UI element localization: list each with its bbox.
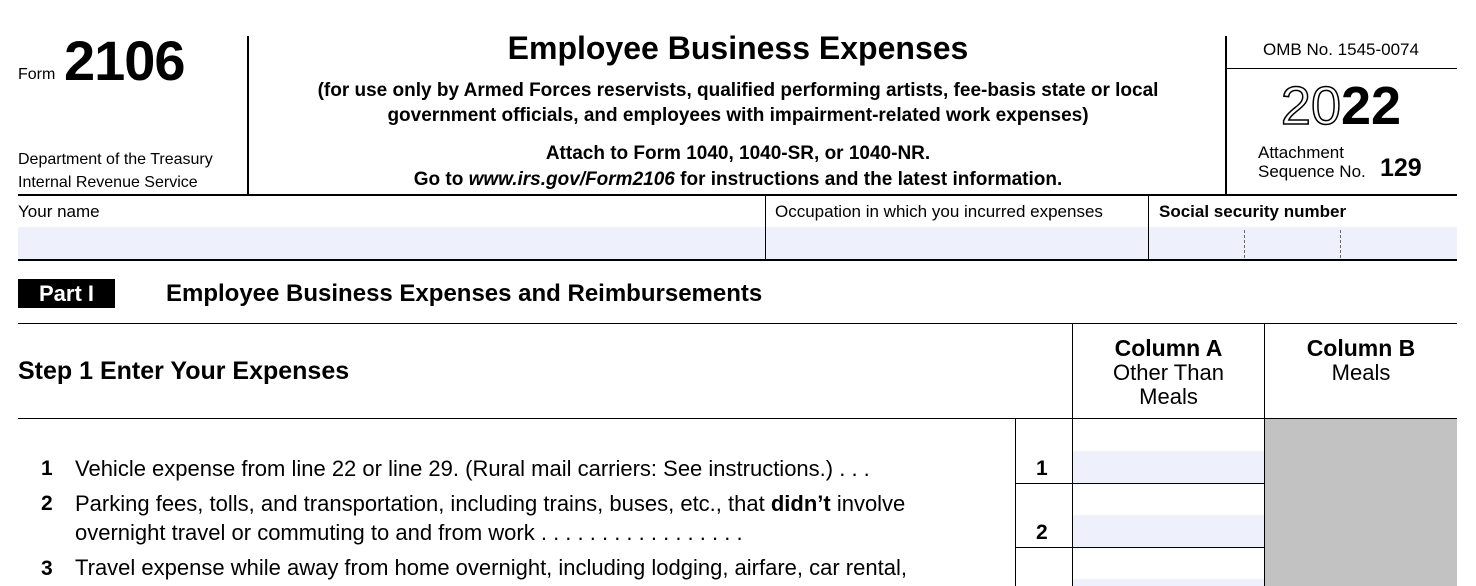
step-title: Step 1 Enter Your Expenses: [18, 357, 350, 385]
subtitle-line1: (for use only by Armed Forces reservists, qualified performing artists, fee-basis state or local: [317, 80, 1159, 101]
attach-line: Attach to Form 1040, 1040-SR, or 1040-NR.: [545, 143, 931, 164]
line-2-text-pre: Parking fees, tolls, and transportation, including trains, buses, etc., that: [75, 491, 771, 516]
goto-suffix: for instructions and the latest information.: [674, 169, 1063, 190]
line-2-number: 2: [41, 492, 53, 515]
attach-instructions: [250, 141, 1226, 193]
line-2-text-line2: [75, 518, 743, 547]
column-a-header: [1073, 336, 1264, 409]
line-2-box-label: 2: [1036, 521, 1048, 544]
line-1-column-a-field[interactable]: [1073, 451, 1264, 483]
line-2-bottom-rule: [1015, 547, 1264, 548]
ssn-field[interactable]: [1149, 227, 1457, 259]
header-divider-left: [247, 36, 249, 194]
column-b-shaded: [1265, 419, 1457, 586]
form-title: Employee Business Expenses: [507, 30, 969, 66]
form-label: Form: [18, 66, 56, 83]
year-solid: 22: [1341, 76, 1402, 136]
column-header-rule: [18, 418, 1457, 419]
column-b-header: [1265, 336, 1457, 385]
line-2-text-bold: didn’t: [770, 491, 831, 516]
part-badge: Part I: [18, 279, 115, 308]
year-outline: 20: [1280, 76, 1341, 136]
line-2-column-a-field[interactable]: [1073, 515, 1264, 547]
form-number: 2106: [64, 29, 185, 92]
subtitle-line2: government officials, and employees with impairment-related work expenses): [387, 105, 1089, 126]
line-2-text-line1: [75, 489, 905, 518]
tax-year: [1228, 74, 1454, 138]
column-a-title: Column A: [1114, 335, 1223, 361]
your-name-field[interactable]: [18, 227, 765, 259]
department: [18, 148, 213, 194]
column-b-title: Column B: [1306, 335, 1416, 361]
column-a-sub1: Other Than: [1113, 360, 1224, 385]
line-1-text: [75, 454, 870, 483]
sequence-number: 129: [1380, 154, 1422, 182]
occupation-label: Occupation in which you incurred expenses: [775, 202, 1103, 221]
line-2-label: overnight travel or commuting to and from work: [75, 520, 535, 545]
goto-line: [250, 167, 1226, 193]
line-3-text: Travel expense while away from home overnight, including lodging, airfare, car rental,: [75, 555, 907, 580]
ssn-label: Social security number: [1159, 202, 1347, 221]
line-1-box-label: 1: [1036, 457, 1048, 480]
attachment-sequence-label: [1258, 143, 1366, 181]
name-row-bottom-rule: [18, 259, 1457, 261]
form-subtitle: [250, 78, 1226, 128]
header-bottom-rule: [18, 194, 1457, 196]
omb-number: OMB No. 1545-0074: [1263, 40, 1419, 59]
part-title: Employee Business Expenses and Reimbursements: [166, 280, 763, 307]
line-3-column-a-field[interactable]: [1073, 579, 1264, 586]
your-name-label: Your name: [18, 202, 100, 221]
line-1-dots: . . .: [833, 456, 870, 481]
attachment-label-line2: Sequence No.: [1258, 162, 1366, 181]
line-1-number: 1: [41, 457, 53, 480]
occupation-field[interactable]: [766, 227, 1148, 259]
column-a-sub2: Meals: [1139, 384, 1198, 409]
line-box-left-border: [1015, 419, 1016, 586]
line-3-number: 3: [41, 557, 53, 580]
goto-prefix: Go to: [413, 169, 469, 190]
column-b-sub: Meals: [1331, 360, 1391, 385]
line-1-label: Vehicle expense from line 22 or line 29. (Rural mail carriers: See instructions.): [75, 456, 834, 481]
department-line2: Internal Revenue Service: [18, 174, 198, 191]
ssn-separator-2: [1340, 230, 1341, 258]
line-1-bottom-rule: [1015, 483, 1264, 484]
line-2-dots: . . . . . . . . . . . . . . . . .: [534, 520, 743, 545]
line-2-text-post: involve: [830, 491, 906, 516]
department-line1: Department of the Treasury: [18, 151, 213, 168]
ssn-separator-1: [1244, 230, 1245, 258]
part-title-rule: [18, 323, 1457, 324]
irs-link[interactable]: www.irs.gov/Form2106: [468, 169, 675, 190]
attachment-label-line1: Attachment: [1258, 143, 1344, 162]
omb-divider: [1227, 68, 1457, 69]
